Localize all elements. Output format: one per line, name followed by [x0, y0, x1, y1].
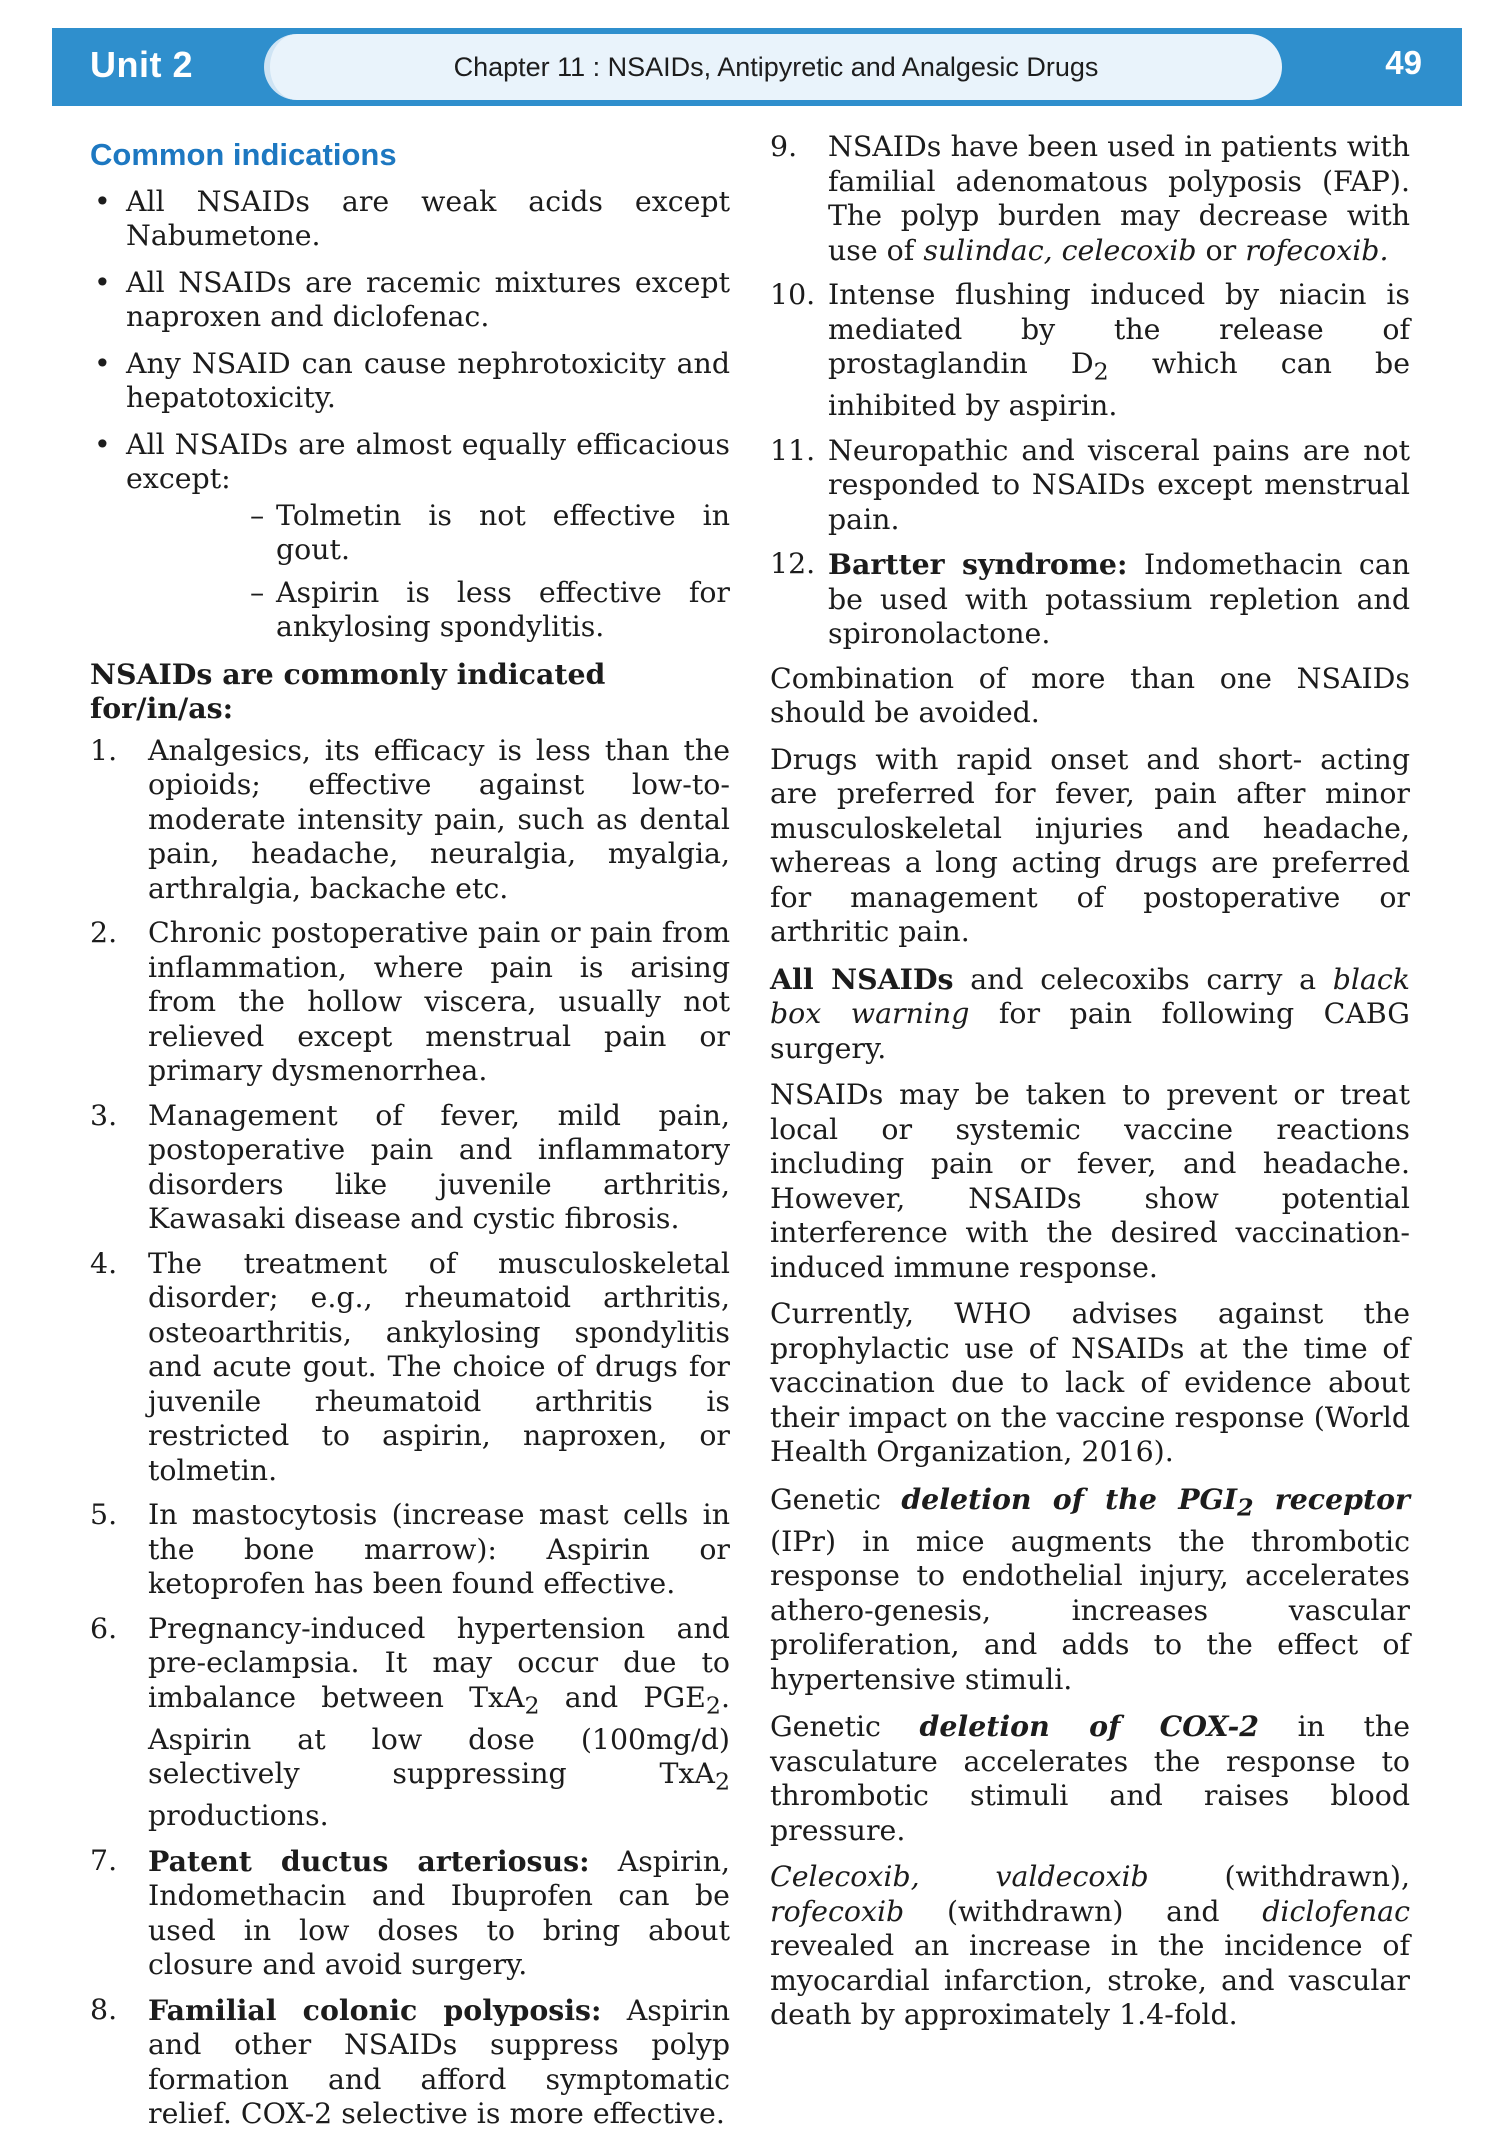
right-column: [770, 130, 1410, 2045]
chapter-title: Chapter 11 : NSAIDs, Antipyretic and Analgesic Drugs: [453, 52, 1099, 82]
list-item: [90, 1498, 730, 1602]
item-text: Management of fever, mild pain, postoperative pain and inflammatory disorders like juvenile arthritis, Kawasaki disease and cystic fibrosis.: [148, 1098, 730, 1235]
indications-numbered-list: [90, 734, 730, 2132]
list-item: [90, 1993, 730, 2132]
item-text: Intense flushing induced by niacin is mediated by the release of prostaglandin $D_2$ which can be inhibited by aspirin.: [828, 278, 1410, 423]
page-number: 49: [1385, 44, 1422, 81]
item-text: Patent ductus arteriosus: Aspirin, Indomethacin and Ibuprofen can be used in low doses to bring about closure and avoid surgery.: [148, 1843, 730, 1982]
chapter-title-pill: [264, 34, 1282, 100]
paragraph-vaccine: NSAIDs may be taken to prevent or treat local or systemic vaccine reactions including pain or fever, and headache. However, NSAIDs show potential interference with the desired vaccination-induced immune response.: [770, 1078, 1410, 1284]
item-text: Chronic postoperative pain or pain from inflammation, where pain is arising from the hollow viscera, usually not relieved except menstrual pain or primary dysmenorrhea.: [148, 916, 730, 1087]
item-number: 2.: [90, 916, 118, 949]
item-number: 6.: [90, 1611, 118, 1645]
item-number: 3.: [90, 1098, 118, 1132]
list-item: [770, 547, 1410, 652]
item-number: 10.: [770, 278, 816, 311]
item-text: Pregnancy-induced hypertension and pre-eclampsia. It may occur due to imbalance between TxA$_2$ and $PGE_2$. Aspirin at low dose (100mg/d) selectively suppressing TxA$_2$ productions.: [148, 1611, 730, 1833]
list-item: [90, 1099, 730, 1237]
exception-item: – Aspirin is less effective for ankylosing spondylitis.: [250, 575, 730, 643]
bullet-item: • Any NSAID can cause nephrotoxicity and hepatotoxicity.: [90, 347, 730, 416]
item-number: 12.: [770, 547, 816, 581]
exception-text: Aspirin is less effective for ankylosing spondylitis.: [276, 575, 730, 643]
bullet-item: [90, 428, 730, 645]
item-number: 8.: [90, 1992, 118, 2026]
item-number: 5.: [90, 1498, 118, 1531]
paragraph-onset: Drugs with rapid onset and short- acting are preferred for fever, pain after minor musculoskeletal injuries and headache, whereas a long acting drugs are preferred for management of postoperative or arthritic pain.: [770, 742, 1410, 949]
indications-bullet-list: [90, 185, 730, 645]
left-column: [90, 130, 730, 2142]
list-item: [770, 130, 1410, 268]
indications-subheading: NSAIDs are commonly indicated for/in/as:: [90, 656, 606, 725]
item-text: The treatment of musculoskeletal disorder; e.g., rheumatoid arthritis, osteoarthritis, ankylosing spondylitis and acute gout. The choice of drugs for juvenile rheumatoid arthritis is restricted to aspirin, naproxen, or tolmetin.: [148, 1246, 730, 1487]
list-item: [90, 916, 730, 1089]
item-text: Familial colonic polyposis: Aspirin and other NSAIDs suppress polyp formation and afford symptomatic relief. COX-2 selective is more effective.: [148, 1992, 730, 2131]
item-text: Analgesics, its efficacy is less than the opioids; effective against low-to-moderate intensity pain, such as dental pain, headache, neuralgia, myalgia, arthralgia, backache etc.: [148, 733, 730, 905]
item-number: 7.: [90, 1843, 118, 1877]
list-item: [90, 1612, 730, 1834]
item-number: 11.: [770, 433, 816, 467]
exception-text: Tolmetin is not effective in gout.: [276, 498, 730, 566]
indications-numbered-list-continued: [770, 130, 1410, 652]
item-text: NSAIDs have been used in patients with familial adenomatous polyposis (FAP). The polyp burden may decrease with use of sulindac, celecoxib or rofecoxib.: [828, 130, 1410, 267]
paragraph-combination: Combination of more than one NSAIDs should be avoided.: [770, 661, 1410, 730]
list-item: [90, 1247, 730, 1489]
list-item: [770, 434, 1410, 538]
exception-item: – Tolmetin is not effective in gout.: [250, 498, 730, 566]
exception-list: [126, 499, 730, 645]
unit-label: Unit 2: [90, 44, 194, 85]
bullet-item: • All NSAIDs are weak acids except Nabumetone.: [90, 185, 730, 254]
paragraph-black-box: All NSAIDs and celecoxibs carry a black box warning for pain following CABG surgery.: [770, 961, 1410, 1065]
paragraph-pgi2: Genetic deletion of the $PGI_2$ receptor (IPr) in mice augments the thrombotic response to endothelial injury, accelerates athero-genesis, increases vascular proliferation, and adds to the effect of hypertensive stimuli.: [770, 1481, 1410, 1696]
bullet-item-text: All NSAIDs are almost equally efficacious except:: [126, 427, 730, 495]
item-text: Bartter syndrome: Indomethacin can be used with potassium repletion and spironolactone.: [828, 547, 1410, 651]
list-item: [90, 734, 730, 907]
item-text: In mastocytosis (increase mast cells in the bone marrow): Aspirin or ketoprofen has been found effective.: [148, 1498, 730, 1600]
item-number: 4.: [90, 1246, 118, 1280]
item-number: 9.: [770, 130, 798, 163]
section-heading: Common indications: [90, 137, 397, 172]
bullet-item: • All NSAIDs are racemic mixtures except naproxen and diclofenac.: [90, 266, 730, 335]
paragraph-coxibs: Celecoxib, valdecoxib (withdrawn), rofecoxib (withdrawn) and diclofenac revealed an increase in the incidence of myocardial infarction, stroke, and vascular death by approximately 1.4-fold.: [770, 1860, 1410, 2032]
list-item: [770, 278, 1410, 424]
paragraph-who: Currently, WHO advises against the prophylactic use of NSAIDs at the time of vaccination due to lack of evidence about their impact on the vaccine response (World Health Organization, 2016).: [770, 1297, 1410, 1469]
item-text: Neuropathic and visceral pains are not responded to NSAIDs except menstrual pain.: [828, 433, 1410, 536]
list-item: [90, 1844, 730, 1983]
item-number: 1.: [90, 733, 118, 767]
paragraph-cox2: Genetic deletion of COX-2 in the vasculature accelerates the response to thrombotic stimuli and raises blood pressure.: [770, 1709, 1410, 1847]
chapter-header-band: [52, 28, 1462, 106]
